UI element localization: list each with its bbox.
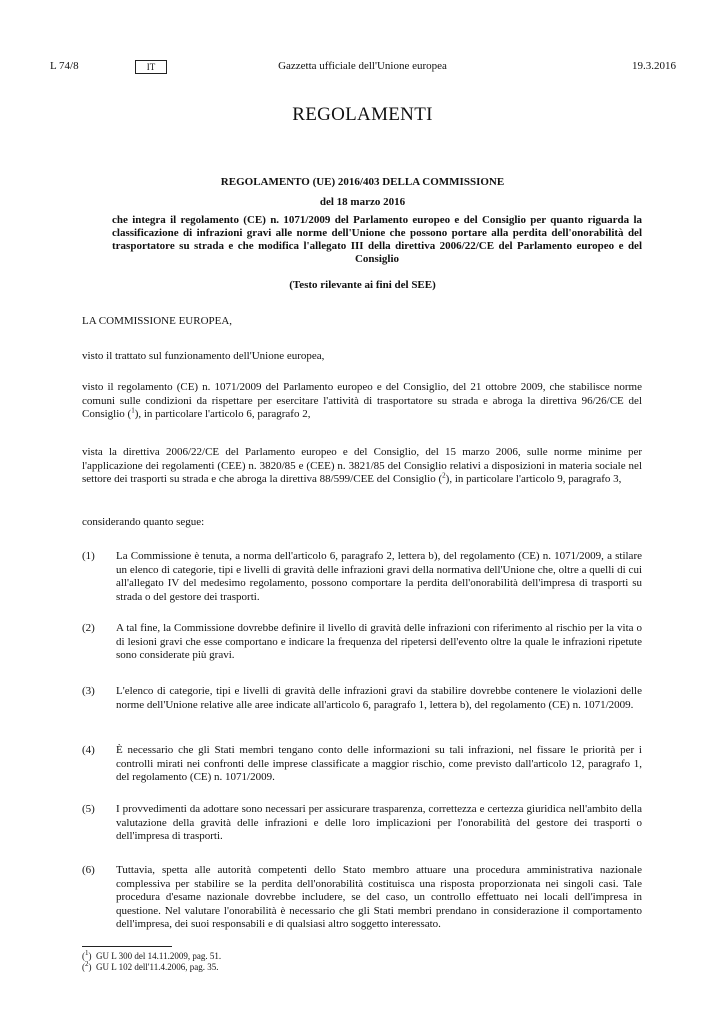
recital-number: (3): [82, 685, 95, 697]
footnote: ($^1$) GU L 300 del 14.11.2009, pag. 51.: [82, 949, 222, 961]
citation-directive: [82, 446, 642, 487]
regulation-date: del 18 marzo 2016: [319, 196, 406, 208]
recital-number: (5): [82, 803, 95, 815]
footnote-number: 1: [85, 949, 89, 957]
citation-text: ), in particolare l'articolo 6, paragrafo 2,: [134, 408, 311, 420]
recital: [82, 864, 642, 932]
footnote-number: 2: [85, 960, 89, 968]
citation-regulation: [82, 381, 642, 422]
journal-title: Gazzetta ufficiale dell'Unione europea: [278, 60, 447, 72]
recital: [82, 685, 642, 712]
footnote-ref[interactable]: 2: [442, 471, 446, 480]
citation-text: ), in particolare l'articolo 9, paragrafo 3,: [445, 473, 622, 485]
preamble-treaty: visto il trattato sul funzionamento dell'Unione europea,: [82, 350, 325, 362]
recital-number: (4): [82, 744, 95, 756]
recital: [82, 744, 642, 785]
page-reference: L 74/8: [50, 60, 79, 72]
recital-number: (1): [82, 550, 95, 562]
section-title: REGOLAMENTI: [292, 104, 433, 125]
citation-text: visto il regolamento (CE) n. 1071/2009 del Parlamento europeo e del Consiglio, del 21 ottobre 2009, che stabilisce norme comuni sulle condizioni da rispettare per esercitare l'attività di trasportatore su strada e abroga la direttiva 96/26/CE del Consiglio (: [82, 381, 642, 420]
recital-text: I provvedimenti da adottare sono necessari per assicurare trasparenza, correttezza e certezza giuridica nell'ambito della valutazione della gravità delle infrazioni e delle loro implicazioni per l'onorabilità del gestore dei trasporti o dell'impresa di trasporti.: [116, 803, 642, 842]
publication-date: 19.3.2016: [632, 60, 676, 72]
recital-number: (2): [82, 622, 95, 634]
language-code: IT: [135, 60, 167, 74]
recital-text: È necessario che gli Stati membri tengano conto delle informazioni su tali infrazioni, nel fissare le priorità per i controlli mirati nei confronti delle imprese classificate a maggior rischio, come previsto dall'articolo 12, paragrafo 1, del regolamento (CE) n. 1071/2009.: [116, 744, 642, 783]
eea-relevance: (Testo rilevante ai fini del SEE): [289, 279, 436, 291]
recital-text: L'elenco di categorie, tipi e livelli di gravità delle infrazioni gravi da stabilire dovrebbe contenere le violazioni delle norme dell'Unione relative alle aree indicate all'articolo 6, paragrafo 1, lettera b), del regolamento (CE) n. 1071/2009.: [116, 685, 642, 711]
recital-number: (6): [82, 864, 95, 876]
footnote-text: GU L 300 del 14.11.2009, pag. 51.: [96, 951, 222, 961]
footnote: ($^2$) GU L 102 dell'11.4.2006, pag. 35.: [82, 960, 219, 972]
recital: [82, 622, 642, 663]
regulation-title: REGOLAMENTO (UE) 2016/403 DELLA COMMISSIONE: [220, 176, 505, 188]
preamble-commission: LA COMMISSIONE EUROPEA,: [82, 315, 233, 327]
footnote-ref[interactable]: 1: [131, 406, 135, 415]
recital-text: A tal fine, la Commissione dovrebbe definire il livello di gravità delle infrazioni con riferimento al rischio per la vita o di lesioni gravi che esse comportano e indicare la frequenza del ripetersi dell'evento oltre la quale le infrazioni ripetute sono considerate più gravi.: [116, 622, 642, 661]
recital: [82, 803, 642, 844]
preamble-whereas: considerando quanto segue:: [82, 516, 205, 528]
citation-text: vista la direttiva 2006/22/CE del Parlamento europeo e del Consiglio, del 15 marzo 2006, sulle norme minime per l'applicazione dei regolamenti (CEE) n. 3820/85 e (CEE) n. 3821/85 del Consiglio relativi a disposizioni in materia sociale nel settore dei trasporti su strada e che abroga la direttiva 88/599/CEE del Consiglio (: [82, 446, 642, 485]
recital-text: La Commissione è tenuta, a norma dell'articolo 6, paragrafo 2, lettera b), del regolamento (CE) n. 1071/2009, a stilare un elenco di categorie, tipi e livelli di gravità delle infrazioni gravi della normativa dell'Unione che, oltre a quelli di cui all'allegato IV del medesimo regolamento, possono comportare la perdita dell'onorabilità dell'impresa di trasporti su strada o del gestore dei trasporti.: [116, 550, 642, 603]
recital: [82, 550, 642, 604]
recital-text: Tuttavia, spetta alle autorità competenti dello Stato membro attuare una procedura amministrativa nazionale complessiva per stabilire se la perdita dell'onorabilità costituisca una risposta proporzionata nei singoli casi. Tale procedura d'esame nazionale dovrebbe includere, se del caso, un controllo effettuato nei locali dell'impresa in questione. Nel valutare l'onorabilità è necessario che gli Stati membri prendano in considerazione il comportamento dell'impresa, dei suoi responsabili e di qualsiasi altro soggetto interessato.: [116, 864, 642, 930]
footnote-text: GU L 102 dell'11.4.2006, pag. 35.: [96, 962, 219, 972]
regulation-subject: che integra il regolamento (CE) n. 1071/2009 del Parlamento europeo e del Consiglio per quanto riguarda la classificazione di infrazioni gravi alle norme dell'Unione che possono portare alla perdita dell'onorabilità del trasportatore su strada e che modifica l'allegato III della direttiva 2006/22/CE del Parlamento europeo e del Consiglio: [112, 214, 642, 265]
footnote-divider: [82, 946, 172, 947]
